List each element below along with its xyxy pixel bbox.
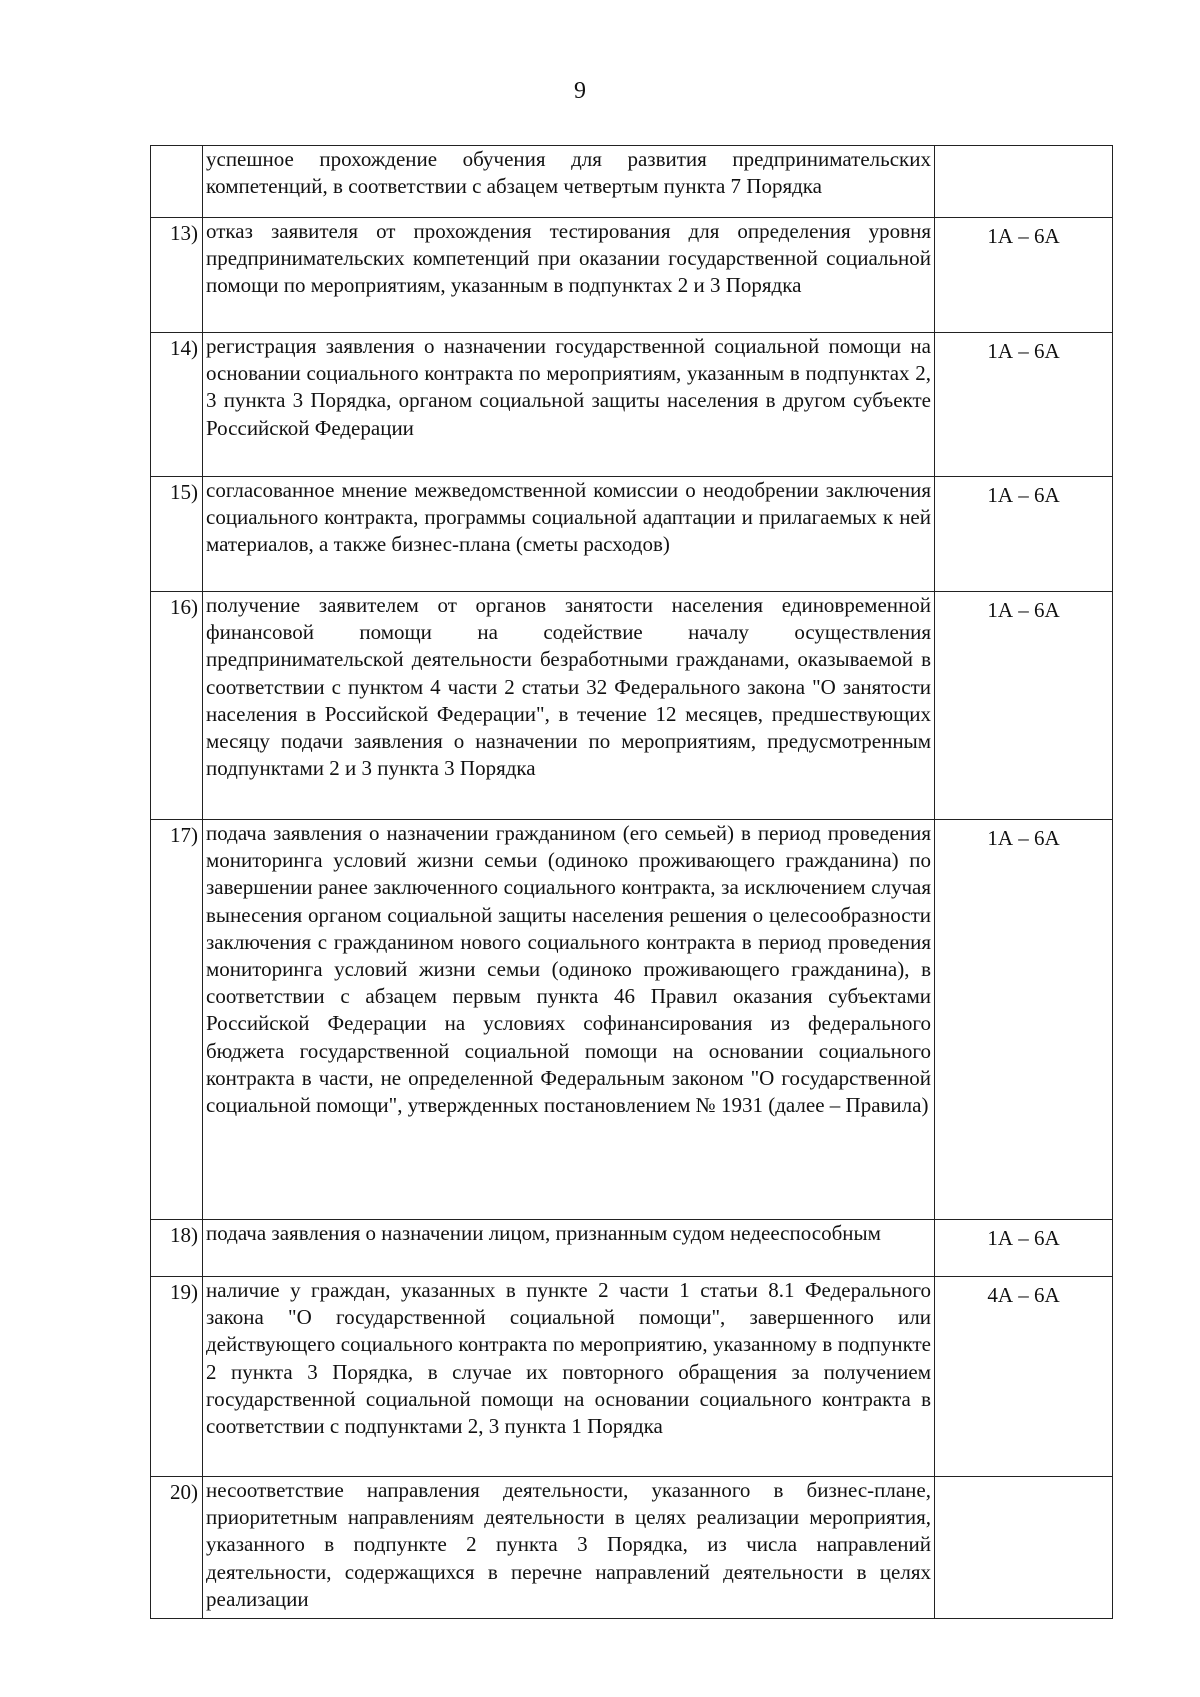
row-text: отказ заявителя от прохождения тестирования для определения уровня предпринимательских компетенций при оказании государственной социальной помощи по мероприятиям, указанным в подпунктах 2 и 3 Порядка — [203, 218, 935, 333]
row-code: 4А – 6А — [935, 1277, 1113, 1477]
table-row — [151, 146, 1113, 218]
table-row — [151, 218, 1113, 333]
row-code: 1А – 6А — [935, 218, 1113, 333]
row-number: 19) — [151, 1277, 203, 1477]
row-number: 15) — [151, 477, 203, 592]
row-text: подача заявления о назначении лицом, признанным судом недееспособным — [203, 1220, 935, 1277]
page-number: 9 — [574, 78, 586, 104]
row-code — [935, 1477, 1113, 1619]
table-row — [151, 592, 1113, 820]
conditions-table — [150, 145, 1113, 1619]
table-row — [151, 333, 1113, 477]
row-number: 17) — [151, 820, 203, 1220]
row-code: 1А – 6А — [935, 333, 1113, 477]
row-number: 18) — [151, 1220, 203, 1277]
table-row — [151, 477, 1113, 592]
row-code: 1А – 6А — [935, 477, 1113, 592]
row-text: успешное прохождение обучения для развития предпринимательских компетенций, в соответствии с абзацем четвертым пункта 7 Порядка — [203, 146, 935, 218]
table-row — [151, 820, 1113, 1220]
row-code — [935, 146, 1113, 218]
row-text: регистрация заявления о назначении государственной социальной помощи на основании социального контракта по мероприятиям, указанным в подпунктах 2, 3 пункта 3 Порядка, органом социальной защиты населения в другом субъекте Российской Федерации — [203, 333, 935, 477]
row-number: 13) — [151, 218, 203, 333]
row-text: согласованное мнение межведомственной комиссии о неодобрении заключения социального контракта, программы социальной адаптации и прилагаемых к ней материалов, а также бизнес-плана (сметы расходов) — [203, 477, 935, 592]
row-code: 1А – 6А — [935, 592, 1113, 820]
row-text: получение заявителем от органов занятости населения единовременной финансовой помощи на содействие началу осуществления предпринимательской деятельности безработными гражданами, оказываемой в соответствии с пунктом 4 части 2 статьи 32 Федерального закона "О занятости населения в Российской Федерации", в течение 12 месяцев, предшествующих месяцу подачи заявления о назначении по мероприятиям, предусмотренным подпунктами 2 и 3 пункта 3 Порядка — [203, 592, 935, 820]
table-row — [151, 1477, 1113, 1619]
row-number: 20) — [151, 1477, 203, 1619]
row-number — [151, 146, 203, 218]
row-number: 16) — [151, 592, 203, 820]
row-text: несоответствие направления деятельности, указанного в бизнес-плане, приоритетным направлениям деятельности в целях реализации мероприятия, указанного в подпункте 2 пункта 3 Порядка, из числа направлений деятельности, содержащихся в перечне направлений деятельности в целях реализации — [203, 1477, 935, 1619]
table-row — [151, 1220, 1113, 1277]
row-text: подача заявления о назначении гражданином (его семьей) в период проведения мониторинга условий жизни семьи (одиноко проживающего гражданина) по завершении ранее заключенного социального контракта, за исключением случая вынесения органом социальной защиты населения решения о целесообразности заключения с гражданином нового социального контракта в период проведения мониторинга условий жизни семьи (одиноко проживающего гражданина), в соответствии с абзацем первым пункта 46 Правил оказания субъектами Российской Федерации на условиях софинансирования из федерального бюджета государственной социальной помощи на основании социального контракта в части, не определенной Федеральным законом "О государственной социальной помощи", утвержденных постановлением № 1931 (далее – Правила) — [203, 820, 935, 1220]
row-code: 1А – 6А — [935, 820, 1113, 1220]
table-row — [151, 1277, 1113, 1477]
row-text: наличие у граждан, указанных в пункте 2 части 1 статьи 8.1 Федерального закона "О государственной социальной помощи", завершенного или действующего социального контракта по мероприятию, указанному в подпункте 2 пункта 3 Порядка, в случае их повторного обращения за получением государственной социальной помощи на основании социального контракта в соответствии с подпунктами 2, 3 пункта 1 Порядка — [203, 1277, 935, 1477]
row-code: 1А – 6А — [935, 1220, 1113, 1277]
row-number: 14) — [151, 333, 203, 477]
